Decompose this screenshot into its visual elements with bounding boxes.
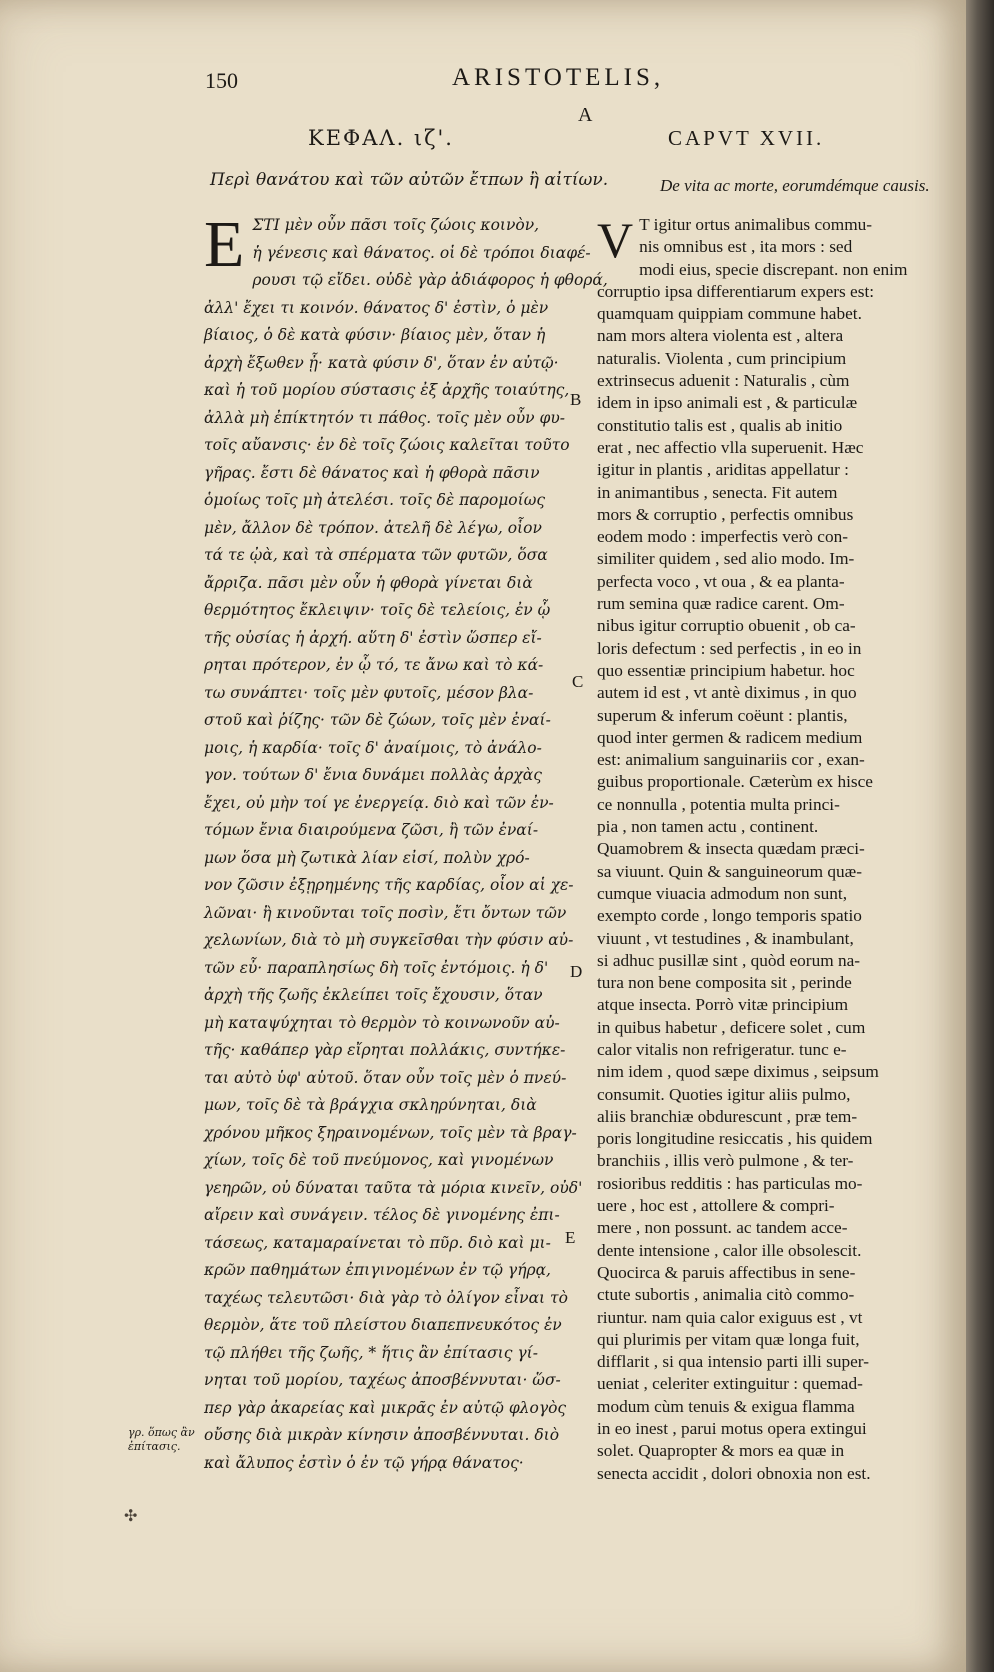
latin-text-line: T igitur ortus animalibus commu- [639, 215, 873, 234]
greek-text-line: τῆς οὐσίας ἡ ἀρχή. αὕτη δ' ἐστὶν ὥσπερ εἴ- [204, 628, 542, 647]
latin-text-line: calor vitalis non refrigeratur. tunc e- [597, 1039, 847, 1059]
latin-text-line: nibus igitur corruptio obuenit , ob ca- [597, 616, 856, 636]
latin-text-line: solet. Quapropter & mors ea quæ in [597, 1441, 845, 1461]
greek-text-line: ται αὐτὸ ὑφ' αὑτοῦ. ὅταν οὖν τοῖς μὲν ὁ πνεύ- [204, 1068, 567, 1087]
latin-text-line: modi eius, specie discrepant. non enim [639, 259, 908, 279]
margin-letter-c: C [572, 672, 584, 691]
greek-text-line: τόμων ἔνια διαιρούμενα ζῶσι, ἢ τῶν ἐναί- [204, 821, 539, 839]
greek-text-line: ρουσι τῷ εἴδει. οὐδὲ γὰρ ἀδιάφορος ἡ φθορά, [252, 271, 608, 289]
greek-text-column [204, 208, 608, 1477]
latin-text-line: in quibus habetur , deficere solet , cum [597, 1017, 866, 1037]
page-number: 150 [205, 68, 238, 93]
latin-text-line: naturalis. Violenta , cum principium [597, 348, 847, 368]
margin-letter-a: A [578, 104, 593, 126]
latin-text-line: si adhuc pusillæ sint , quòd eorum na- [597, 950, 861, 970]
greek-text-line: οὔσης διὰ μικρὰν κίνησιν ἀποσβέννυται. διὸ [204, 1426, 560, 1444]
latin-text-line: loris defectum : sed perfectis , in eo in [597, 638, 862, 658]
greek-text-line: καὶ ἡ τοῦ μορίου σύστασις ἐξ ἀρχῆς τοιαύτης, [204, 381, 570, 399]
latin-text-line: cumque viuacia admodum non sunt, [597, 883, 848, 903]
latin-text-line: sa viuunt. Quin & sanguineorum quæ- [597, 861, 862, 881]
latin-text-line: similiter quidem , sed alio modo. Im- [597, 549, 855, 569]
latin-text-line: igitur in plantis , ariditas appellatur : [597, 460, 849, 480]
greek-text-line: αἴρειν καὶ συνάγειν. τέλος δὲ γινομένης ἐπι- [204, 1206, 560, 1224]
latin-text-line: autem id est , vt antè diximus , in quo [597, 683, 857, 703]
greek-text-line: τω συνάπτει· τοῖς μὲν φυτοῖς, μέσον βλα- [204, 683, 534, 702]
latin-text-line: guibus proportionale. Cæterùm ex hisce [597, 772, 873, 792]
greek-text-line: γῆρας. ἔστι δὲ θάνατος καὶ ἡ φθορὰ πᾶσιν [204, 463, 540, 482]
latin-text-line: nim idem , quod sæpe diximus , seipsum [597, 1062, 879, 1082]
latin-text-line: quamquam quippiam commune habet. [597, 304, 862, 324]
latin-text-line: in eo inest , parui motus opera extingui [597, 1419, 867, 1439]
greek-text-line: ταχέως τελευτῶσι· διὰ γὰρ τὸ ὀλίγον εἶναι τὸ [204, 1288, 568, 1307]
latin-text-line: pia , non tamen actu , continent. [597, 817, 819, 837]
latin-text-line: est: animalium sanguinariis cor , exan- [597, 750, 865, 770]
ornament-icon: ✣ [124, 1506, 138, 1525]
latin-text-line: rosioribus redditis : has particulas mo- [597, 1173, 863, 1193]
greek-text-line: βίαιος, ὁ δὲ κατὰ φύσιν· βίαιος μὲν, ὅταν ἡ [204, 326, 546, 344]
greek-chapter-title: Περὶ θανάτου καὶ τῶν αὐτῶν ἔτπων ἢ αἰτίων. [210, 170, 609, 190]
greek-text-line: τῶν εὖ· παραπλησίως δὴ τοῖς ἐντόμοις. ἡ δ' [204, 958, 549, 977]
greek-text-line: νηται τοῦ μορίου, ταχέως ἀποσβέννυται· ὥσ- [204, 1371, 561, 1389]
margin-note-line: ἐπίτασις. [128, 1440, 181, 1453]
latin-text-line: uere , hoc est , attollere & compri- [597, 1196, 835, 1216]
latin-text-line: quo essentiæ principium habetur. hoc [597, 660, 855, 680]
running-title: ARISTOTELIS, [452, 64, 665, 91]
greek-text-line: μὴ καταψύχηται τὸ θερμὸν τὸ κοινωνοῦν αὐ- [204, 1013, 560, 1032]
latin-text-line: Quamobrem & insecta quædam præci- [597, 839, 865, 859]
greek-text-line: στοῦ καὶ ῥίζης· τῶν δὲ ζώων, τοῖς μὲν ἐναί- [204, 711, 551, 729]
greek-text-line: ρηται πρότερον, ἐν ᾧ τό, τε ἄνω καὶ τὸ κά- [204, 656, 544, 674]
greek-text-line: ἔχει, οὐ μὴν τοί γε ἐνεργείᾳ. διὸ καὶ τῶν ἐν- [204, 793, 554, 812]
greek-text-line: τοῖς αὔανσις· ἐν δὲ τοῖς ζώοις καλεῖται τοῦτο [204, 436, 570, 454]
margin-letter-d: D [570, 962, 583, 981]
margin-letter-e: E [565, 1228, 576, 1247]
latin-text-line: idem in ipso animali est , & particulæ [597, 393, 858, 413]
greek-text-line: μων, τοῖς δὲ τὰ βράγχια σκληρύνηται, διὰ [204, 1096, 537, 1114]
latin-text-column [597, 214, 949, 1485]
latin-text-line: rum semina quæ radice carent. Om- [597, 594, 845, 614]
latin-text-line: mors & corruptio , perfectis omnibus [597, 504, 854, 524]
margin-note-line: γρ. ὅπως ἂν [128, 1426, 195, 1439]
greek-text-line: χρόνου μῆκος ξηραινομένων, τοῖς μὲν τὰ βραγ- [204, 1123, 577, 1142]
latin-text-line: extrinsecus aduenit : Naturalis , cùm [597, 371, 850, 391]
margin-note [128, 1426, 195, 1454]
latin-text-line: exempto corde , longo temporis spatio [597, 906, 862, 926]
greek-text-line: λῶναι· ἢ κινοῦνται τοῖς ποσὶν, ἔτι ὄντων τῶν [204, 903, 567, 922]
greek-text-line: ἡ γένεσις καὶ θάνατος. οἱ δὲ τρόποι διαφέ- [252, 243, 591, 262]
latin-text-line: senecta accidit , dolori obnoxia non est. [597, 1463, 871, 1483]
greek-text-line: μων ὅσα μὴ ζωτικὰ λίαν εἰσί, πολὺν χρό- [204, 848, 530, 867]
latin-drop-cap: V [597, 212, 634, 268]
latin-text-line: ueniat , celeriter extinguitur : quemad- [597, 1374, 863, 1394]
latin-text-line: atque insecta. Porrò vitæ principium [597, 995, 849, 1015]
latin-text-line: constitutio talis est , qualis ab initio [597, 415, 843, 435]
latin-text-line: perfecta voco , vt oua , & ea planta- [597, 571, 845, 591]
greek-text-line: τά τε ᾠὰ, καὶ τὰ σπέρματα τῶν φυτῶν, ὅσα [204, 546, 548, 564]
latin-text-line: quod inter germen & radicem medium [597, 727, 863, 747]
greek-text-line: χίων, τοῖς δὲ τοῦ πνεύμονος, καὶ γινομένων [204, 1151, 554, 1169]
latin-text-line: Quocirca & paruis affectibus in sene- [597, 1262, 856, 1282]
greek-text-line: γον. τούτων δ' ἔνια δυνάμει πολλὰς ἀρχὰς [204, 766, 542, 784]
greek-text-line: τῆς· καθάπερ γὰρ εἴρηται πολλάκις, συντήκε- [204, 1041, 566, 1059]
greek-text-line: νον ζῶσιν ἐξῃρημένης τῆς καρδίας, οἷον αἱ χε- [204, 876, 574, 894]
greek-text-line: περ γὰρ ἀκαρείας καὶ μικρᾶς ἐν αὐτῷ φλογὸς [204, 1398, 567, 1417]
greek-text-line: ἀλλ' ἔχει τι κοινόν. θάνατος δ' ἐστὶν, ὁ μὲν [204, 298, 549, 317]
greek-text-line: ἀλλὰ μὴ ἐπίκτητόν τι πάθος. τοῖς μὲν οὖν φυ- [204, 408, 566, 427]
latin-text-line: riuntur. nam quia calor exiguus est , vt [597, 1307, 863, 1327]
latin-text-line: qui plurimis per vitam quæ longa fuit, [597, 1329, 860, 1349]
greek-text-line: ἀρχὴ τῆς ζωῆς ἐκλείπει τοῖς ἔχουσιν, ὅταν [204, 986, 543, 1004]
latin-chapter-heading: CAPVT XVII. [668, 126, 825, 150]
greek-text-line: μοις, ἡ καρδία· τοῖς δ' ἀναίμοις, τὸ ἀνάλο- [204, 738, 542, 757]
latin-chapter-title: De vita ac morte, eorumdémque causis. [660, 176, 930, 195]
greek-text-line: κρῶν παθημάτων ἐπιγινομένων ἐν τῷ γήρᾳ, [204, 1261, 551, 1279]
latin-text-line: ce nonnulla , potentia multa princi- [597, 794, 840, 814]
greek-text-line: θερμὸν, ἅτε τοῦ πλείστου διαπεπνευκότος ἐν [204, 1316, 562, 1334]
page-edge [966, 0, 994, 1672]
greek-text-line: ΣΤΙ μὲν οὖν πᾶσι τοῖς ζώοις κοινὸν, [252, 216, 540, 234]
greek-drop-cap: Ε [204, 208, 245, 281]
latin-text-line: nis omnibus est , ita mors : sed [639, 237, 853, 257]
latin-text-line: superum & inferum coëunt : plantis, [597, 705, 848, 725]
latin-text-line: branchiis , illis verò pulmone , & ter- [597, 1151, 854, 1171]
latin-text-line: consumit. Quoties igitur aliis pulmo, [597, 1084, 851, 1104]
latin-text-line: poris longitudine resiccatis , his quidem [597, 1129, 873, 1149]
greek-text-line: χελωνίων, διὰ τὸ μὴ συγκεῖσθαι τὴν φύσιν αὐ- [204, 931, 574, 949]
latin-text-line: tura non bene composita sit , perinde [597, 973, 852, 993]
latin-text-line: corruptio ipsa differentiarum expers est: [597, 281, 875, 301]
latin-text-line: in animantibus , senecta. Fit autem [597, 482, 838, 502]
latin-text-line: erat , nec affectio vlla superuenit. Hæc [597, 437, 864, 457]
greek-text-line: ἀρχὴ ἔξωθεν ᾖ· κατὰ φύσιν δ', ὅταν ἐν αὐτῷ· [204, 353, 559, 372]
greek-text-line: θερμότητος ἔκλειψιν· τοῖς δὲ τελείοις, ἐν ᾧ [204, 601, 551, 619]
greek-text-line: ὁμοίως τοῖς μὴ ἀτελέσι. τοῖς δὲ παρομοίως [204, 491, 546, 509]
greek-text-line: καὶ ἄλυπος ἐστὶν ὁ ἐν τῷ γήρᾳ θάνατος· [204, 1453, 524, 1472]
latin-text-line: eodem modo : imperfectis verò con- [597, 527, 848, 547]
greek-text-line: ἄρριζα. πᾶσι μὲν οὖν ἡ φθορὰ γίνεται διὰ [204, 573, 533, 592]
greek-text-line: μὲν, ἄλλον δὲ τρόπον. ἀτελῆ δὲ λέγω, οἷον [204, 518, 542, 537]
latin-text-line: difflarit , si qua intensio parti illi super- [597, 1352, 869, 1372]
greek-text-line: γεηρῶν, οὐ δύναται ταῦτα τὰ μόρια κινεῖν, οὐδ' [204, 1178, 583, 1197]
latin-text-line: mere , non possunt. ac tandem acce- [597, 1218, 848, 1238]
greek-chapter-heading: ΚΕΦΑΛ. ιζ'. [308, 126, 454, 150]
latin-text-line: nam mors altera violenta est , altera [597, 326, 844, 346]
latin-text-line: ctute subortis , animalia citò commo- [597, 1285, 855, 1305]
greek-text-line: τάσεως, καταμαραίνεται τὸ πῦρ. διὸ καὶ μι- [204, 1233, 551, 1252]
latin-text-line: modum cùm tenuis & exigua flamma [597, 1396, 855, 1416]
latin-text-line: aliis branchiæ obdurescunt , præ tem- [597, 1106, 858, 1126]
latin-text-line: dente intensione , calor ille obsolescit. [597, 1240, 862, 1260]
margin-letter-b: B [570, 390, 582, 409]
greek-text-line: τῷ πλήθει τῆς ζωῆς, * ἥτις ἂν ἐπίτασις γί- [204, 1343, 538, 1362]
latin-text-line: viuunt , vt testudines , & inambulant, [597, 928, 854, 948]
